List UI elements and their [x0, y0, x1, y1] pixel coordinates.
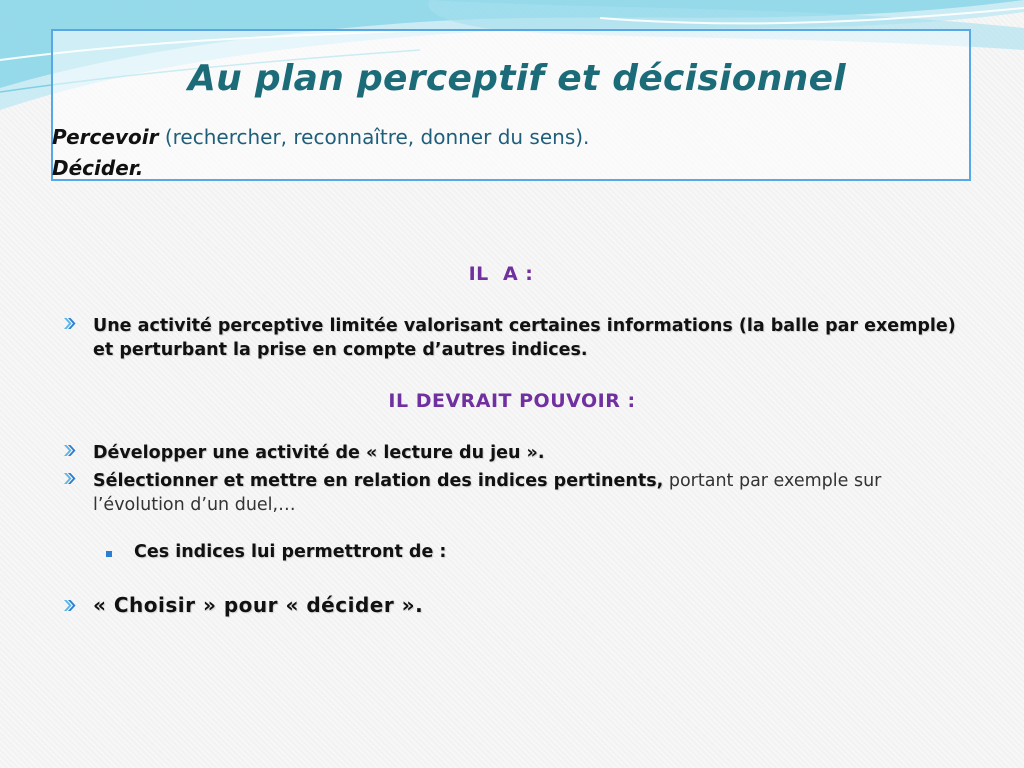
- percevoir-keyword: Percevoir: [52, 125, 159, 149]
- slide-title: Au plan perceptif et décisionnel: [188, 58, 846, 99]
- bullet-text: « Choisir » pour « décider ».: [93, 593, 424, 617]
- list-item: [62, 593, 962, 617]
- bullet-text: Développer une activité de « lecture du jeu ».: [93, 443, 545, 463]
- section-heading-il-a: IL A :: [468, 263, 534, 285]
- list-item: [62, 314, 962, 362]
- sub-list-item: [106, 542, 446, 562]
- arrow-bullet-icon: [62, 443, 77, 458]
- square-bullet-icon: [106, 551, 112, 557]
- arrow-bullet-icon: [62, 316, 77, 331]
- bullet-bold-part: Sélectionner et mettre en relation des indices pertinents,: [93, 471, 664, 491]
- section-heading-il-devrait-pouvoir: IL DEVRAIT POUVOIR :: [388, 390, 636, 412]
- sub-bullet-text: Ces indices lui permettront de :: [134, 542, 447, 562]
- bullet-text: [93, 469, 962, 517]
- arrow-bullet-icon: [62, 471, 77, 486]
- bullet-text: Une activité perceptive limitée valorisant certaines informations (la balle par exemple) et perturbant la prise en compte d’autres indices.: [93, 316, 956, 360]
- decider-keyword: Décider.: [52, 156, 144, 180]
- arrow-bullet-icon: [62, 598, 77, 613]
- list-item: [62, 469, 962, 517]
- percevoir-description: (rechercher, reconnaître, donner du sens).: [164, 125, 590, 149]
- bullet-normal-part: portant par exemple sur l’évolution d’un duel,…: [93, 471, 882, 515]
- list-item: [62, 441, 962, 465]
